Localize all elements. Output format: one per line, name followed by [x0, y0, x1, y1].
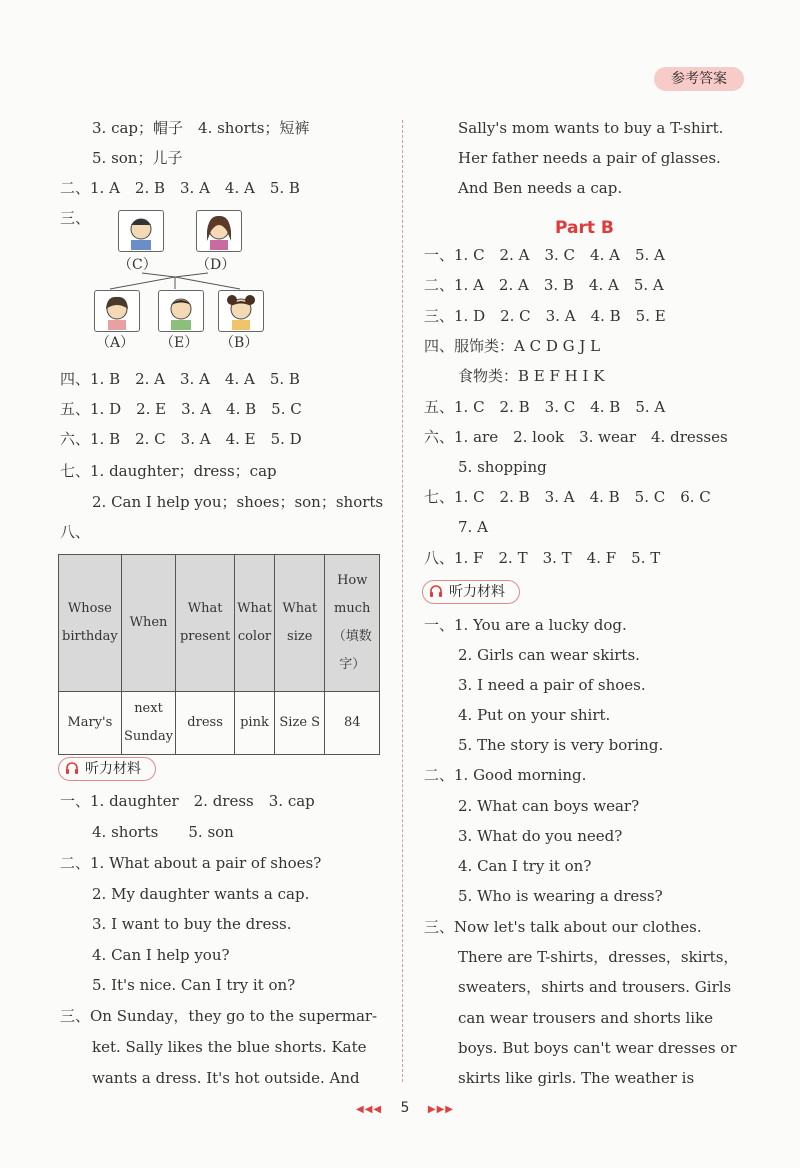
script-line: 二、1. Good morning. — [424, 766, 587, 784]
picture-label: （B） — [220, 335, 259, 351]
script-line: 4. Can I help you? — [92, 946, 230, 964]
table-cell: 84 — [325, 692, 380, 755]
answer-line: 五、1. D 2. E 3. A 4. B 5. C — [60, 400, 302, 418]
script-line: 2. Girls can wear skirts. — [458, 646, 640, 664]
headphones-icon — [65, 761, 79, 775]
script-line: 4. shorts 5. son — [92, 823, 234, 841]
answer-line: 八、1. F 2. T 3. T 4. F 5. T — [424, 549, 661, 567]
girl-face-icon — [94, 290, 140, 332]
listening-material-tag — [422, 580, 520, 604]
script-line: 一、1. You are a lucky dog. — [424, 616, 627, 634]
answer-line: 八、 — [60, 523, 91, 541]
script-line: 3. I want to buy the dress. — [92, 915, 292, 933]
script-line: 3. I need a pair of shoes. — [458, 676, 646, 694]
script-line: 5. It's nice. Can I try it on? — [92, 976, 296, 994]
script-line: 三、Now let's talk about our clothes. — [424, 918, 702, 936]
answer-line: 二、1. A 2. A 3. B 4. A 5. A — [424, 276, 664, 294]
table-row — [59, 692, 380, 755]
listening-material-label: 听力材料 — [85, 761, 141, 777]
script-line: 4. Put on your shirt. — [458, 706, 611, 724]
boy-face-icon — [118, 210, 164, 252]
right-arrows-icon: ▶▶▶ — [427, 1104, 454, 1115]
answer-line: 三、1. D 2. C 3. A 4. B 5. E — [424, 307, 666, 325]
answer-line: 3. cap；帽子 4. shorts；短裤 — [92, 119, 310, 137]
script-line: 2. What can boys wear? — [458, 797, 640, 815]
script-line: 5. Who is wearing a dress? — [458, 887, 663, 905]
script-line: ket. Sally likes the blue shorts. Kate — [92, 1038, 367, 1056]
answer-line: 四、服饰类：A C D G J L — [424, 337, 601, 355]
boy-face-icon — [158, 290, 204, 332]
answer-line: 五、1. C 2. B 3. C 4. B 5. A — [424, 398, 666, 416]
answer-line: 5. son；儿子 — [92, 149, 183, 167]
script-line: Her father needs a pair of glasses. — [458, 149, 721, 167]
table-header-cell: Whose birthday — [59, 555, 122, 692]
girl-face-icon — [218, 290, 264, 332]
script-line: 一、1. daughter 2. dress 3. cap — [60, 792, 315, 810]
script-line: 4. Can I try it on? — [458, 857, 592, 875]
script-line: 三、On Sunday，they go to the supermar- — [60, 1007, 378, 1025]
answer-line: 七、1. daughter；dress；cap — [60, 462, 277, 480]
script-line: sweaters，shirts and trousers. Girls — [458, 978, 732, 996]
script-line: 二、1. What about a pair of shoes? — [60, 854, 322, 872]
answer-line: 一、1. C 2. A 3. C 4. A 5. A — [424, 246, 665, 264]
column-divider — [402, 120, 403, 1082]
answer-line: 六、1. are 2. look 3. wear 4. dresses — [424, 428, 728, 446]
page-number-value: 5 — [400, 1100, 410, 1116]
part-b-heading: Part B — [555, 218, 614, 238]
script-line: Sally's mom wants to buy a T-shirt. — [458, 119, 724, 137]
picture-label: （E） — [160, 335, 199, 351]
table-cell: next Sunday — [121, 692, 176, 755]
script-line: boys. But boys can't wear dresses or — [458, 1039, 737, 1057]
answer-line: 2. Can I help you；shoes；son；shorts — [92, 493, 384, 511]
table-cell: Size S — [275, 692, 325, 755]
answer-line: 六、1. B 2. C 3. A 4. E 5. D — [60, 430, 302, 448]
script-line: can wear trousers and shorts like — [458, 1009, 714, 1027]
table-header-cell: What color — [234, 555, 274, 692]
listening-material-tag — [58, 757, 156, 781]
answer-line: 七、1. C 2. B 3. A 4. B 5. C 6. C — [424, 488, 711, 506]
table-header-cell: How much（填数字） — [325, 555, 380, 692]
table-header-row — [59, 555, 380, 692]
script-line: 5. The story is very boring. — [458, 736, 664, 754]
picture-label: （D） — [196, 257, 236, 273]
script-line: There are T-shirts，dresses，skirts， — [458, 948, 739, 966]
page-number — [345, 1100, 465, 1116]
answer-line: 食物类：B E F H I K — [458, 367, 605, 385]
birthday-table — [58, 554, 380, 755]
script-line: wants a dress. It's hot outside. And — [92, 1069, 360, 1087]
picture-label: （A） — [96, 335, 135, 351]
answer-line: 四、1. B 2. A 3. A 4. A 5. B — [60, 370, 300, 388]
table-cell: pink — [234, 692, 274, 755]
script-line: skirts like girls. The weather is — [458, 1069, 695, 1087]
headphones-icon — [429, 584, 443, 598]
table-cell: Mary's — [59, 692, 122, 755]
script-line: 2. My daughter wants a cap. — [92, 885, 310, 903]
answer-key-badge: 参考答案 — [654, 67, 744, 91]
answer-line: 7. A — [458, 518, 488, 536]
table-cell: dress — [176, 692, 235, 755]
table-header-cell: What present — [176, 555, 235, 692]
script-line: And Ben needs a cap. — [458, 179, 623, 197]
answer-line: 二、1. A 2. B 3. A 4. A 5. B — [60, 179, 300, 197]
picture-label: （C） — [118, 257, 157, 273]
script-line: 3. What do you need? — [458, 827, 623, 845]
answer-line: 三、 — [60, 209, 91, 227]
girl-face-icon — [196, 210, 242, 252]
listening-material-label: 听力材料 — [449, 584, 505, 600]
table-header-cell: When — [121, 555, 176, 692]
answer-line: 5. shopping — [458, 458, 547, 476]
table-header-cell: What size — [275, 555, 325, 692]
left-arrows-icon: ◀◀◀ — [356, 1104, 383, 1115]
